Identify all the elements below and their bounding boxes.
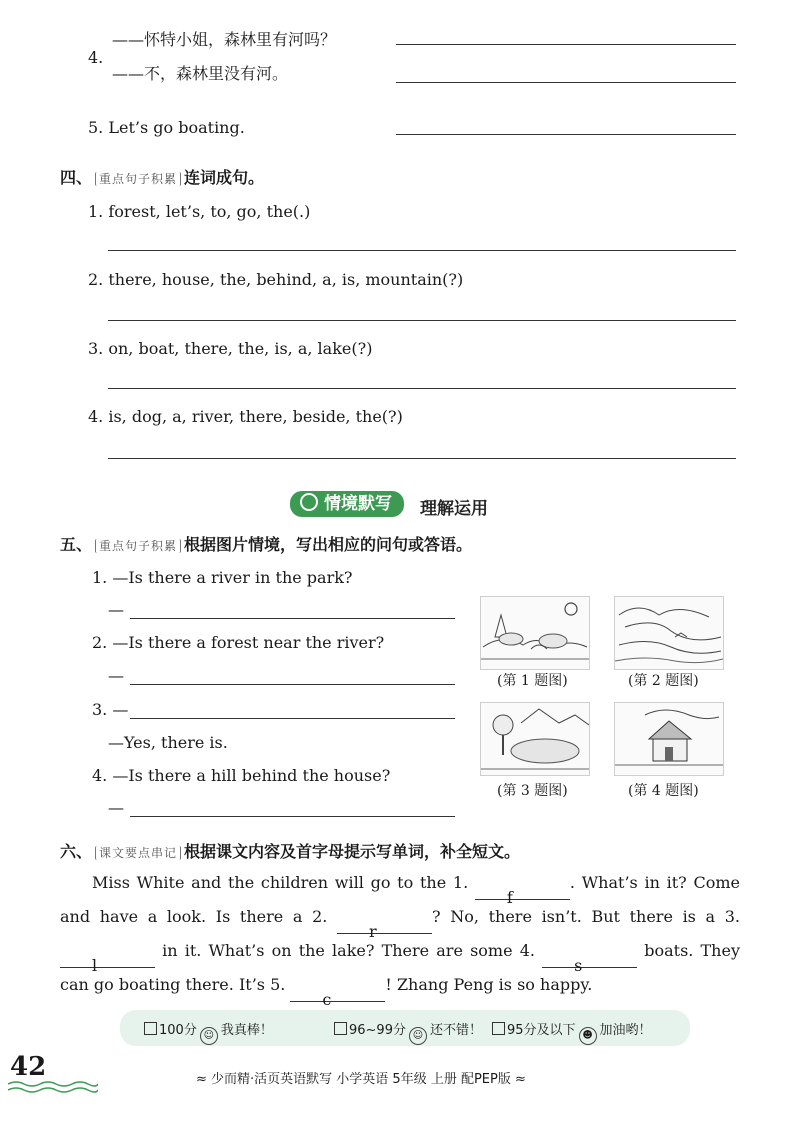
- cloze-blank-3[interactable]: [60, 949, 155, 975]
- section6-number: 六、: [60, 842, 93, 861]
- house-picture: [614, 702, 724, 776]
- checkbox-icon[interactable]: [334, 1022, 347, 1035]
- cloze-text: in it. What’s on the lake? There are some 4.: [155, 941, 543, 960]
- section6-title: 根据课文内容及首字母提示写单词，补全短文。: [184, 842, 521, 861]
- lake-picture: [480, 702, 590, 776]
- banner-badge-text: 情境默写: [324, 494, 392, 514]
- cloze-blank-1[interactable]: [475, 881, 570, 907]
- answer-line[interactable]: [396, 44, 736, 45]
- section6-tag: 课文要点串记: [95, 846, 181, 860]
- cloze-hint-5: c: [322, 990, 332, 1009]
- smile-face-icon: ☺: [409, 1027, 427, 1045]
- medal-icon: [300, 493, 318, 511]
- answer-line[interactable]: [396, 82, 736, 83]
- section4-item-1: 1. forest, let’s, to, go, the(.): [88, 202, 311, 221]
- caption-4: (第 4 题图): [628, 783, 699, 799]
- dash: —: [108, 666, 124, 685]
- section5-q3-prefix: 3. —: [92, 700, 129, 719]
- section4-heading: [60, 168, 264, 189]
- checkbox-icon[interactable]: [144, 1022, 157, 1035]
- section5-title: 根据图片情境，写出相应的问句或答语。: [184, 535, 473, 554]
- section4-title: 连词成句。: [184, 168, 265, 187]
- dash: —: [108, 600, 124, 619]
- banner-badge: [290, 491, 404, 517]
- river-picture: [614, 596, 724, 670]
- dash: —: [108, 798, 124, 817]
- caption-1: (第 1 题图): [497, 673, 568, 689]
- cloze-hint-1: f: [506, 888, 513, 907]
- cloze-text: Miss White and the children will go to the 1.: [92, 873, 475, 892]
- section4-item-3: 3. on, boat, there, the, is, a, lake(?): [88, 339, 373, 358]
- answer-line[interactable]: [130, 816, 455, 817]
- self-score-bar: [120, 1010, 690, 1046]
- q3-item4-line1: ——怀特小姐，森林里有河吗？: [112, 30, 337, 49]
- score-comment: 还不错！: [429, 1023, 482, 1038]
- section4-item-4: 4. is, dog, a, river, there, beside, the(?): [88, 407, 403, 426]
- section5-q3-answer: —Yes, there is.: [108, 733, 228, 752]
- answer-line[interactable]: [108, 250, 736, 251]
- score-range: 96~99分: [349, 1023, 406, 1038]
- cloze-blank-5[interactable]: [290, 983, 385, 1009]
- answer-line[interactable]: [396, 134, 736, 135]
- answer-line[interactable]: [130, 618, 455, 619]
- cloze-hint-2: r: [369, 922, 377, 941]
- cloze-text: ? No, there isn’t. But there is a 3.: [432, 907, 740, 926]
- cloze-text: boats. They can go boating there. It’s 5.: [60, 941, 740, 994]
- cloze-blank-2[interactable]: [337, 915, 432, 941]
- answer-line[interactable]: [130, 684, 455, 685]
- park-picture: [480, 596, 590, 670]
- score-option-96[interactable]: [334, 1019, 482, 1045]
- answer-line[interactable]: [108, 320, 736, 321]
- cloze-hint-3: l: [92, 956, 98, 975]
- footer-text: ≈ 少而精·活页英语默写 小学英语 5年级 上册 配PEP版 ≈: [196, 1072, 526, 1087]
- banner-label: 理解运用: [420, 499, 488, 519]
- score-option-100[interactable]: [144, 1019, 273, 1045]
- cloze-hint-4: s: [574, 956, 583, 975]
- section5-q2: 2. —Is there a forest near the river?: [92, 633, 385, 652]
- section4-tag: 重点句子积累: [95, 172, 181, 186]
- score-range: 95分及以下: [507, 1023, 576, 1038]
- cloze-text: ! Zhang Peng is so happy.: [385, 975, 593, 994]
- answer-line[interactable]: [130, 718, 455, 719]
- section6-heading: [60, 842, 520, 863]
- section5-q1: 1. —Is there a river in the park?: [92, 568, 353, 587]
- cloze-paragraph: [60, 866, 740, 1009]
- page-number: 42: [10, 1052, 47, 1082]
- answer-line[interactable]: [108, 458, 736, 459]
- section5-heading: [60, 535, 472, 556]
- caption-2: (第 2 题图): [628, 673, 699, 689]
- cloze-blank-4[interactable]: [542, 949, 637, 975]
- q3-item4-number: 4.: [88, 48, 104, 67]
- answer-line[interactable]: [108, 388, 736, 389]
- q3-item4-line2: ——不，森林里没有河。: [112, 64, 289, 83]
- section4-item-2: 2. there, house, the, behind, a, is, mountain(?): [88, 270, 464, 289]
- score-range: 100分: [159, 1023, 197, 1038]
- wave-decoration-icon: [8, 1080, 98, 1094]
- section5-number: 五、: [60, 535, 93, 554]
- section5-q4: 4. —Is there a hill behind the house?: [92, 766, 391, 785]
- score-comment: 我真棒！: [220, 1023, 273, 1038]
- caption-3: (第 3 题图): [497, 783, 568, 799]
- q3-item5: 5. Let’s go boating.: [88, 118, 245, 137]
- score-comment: 加油哟！: [599, 1023, 652, 1038]
- section5-tag: 重点句子积累: [95, 539, 181, 553]
- score-option-95[interactable]: [492, 1019, 652, 1045]
- smile-face-icon: ☺: [200, 1027, 218, 1045]
- section4-number: 四、: [60, 168, 93, 187]
- checkbox-icon[interactable]: [492, 1022, 505, 1035]
- cheer-face-icon: ☻: [579, 1027, 597, 1045]
- cloze-text: . What’s in it? Come and have a look. Is there a 2.: [60, 873, 740, 926]
